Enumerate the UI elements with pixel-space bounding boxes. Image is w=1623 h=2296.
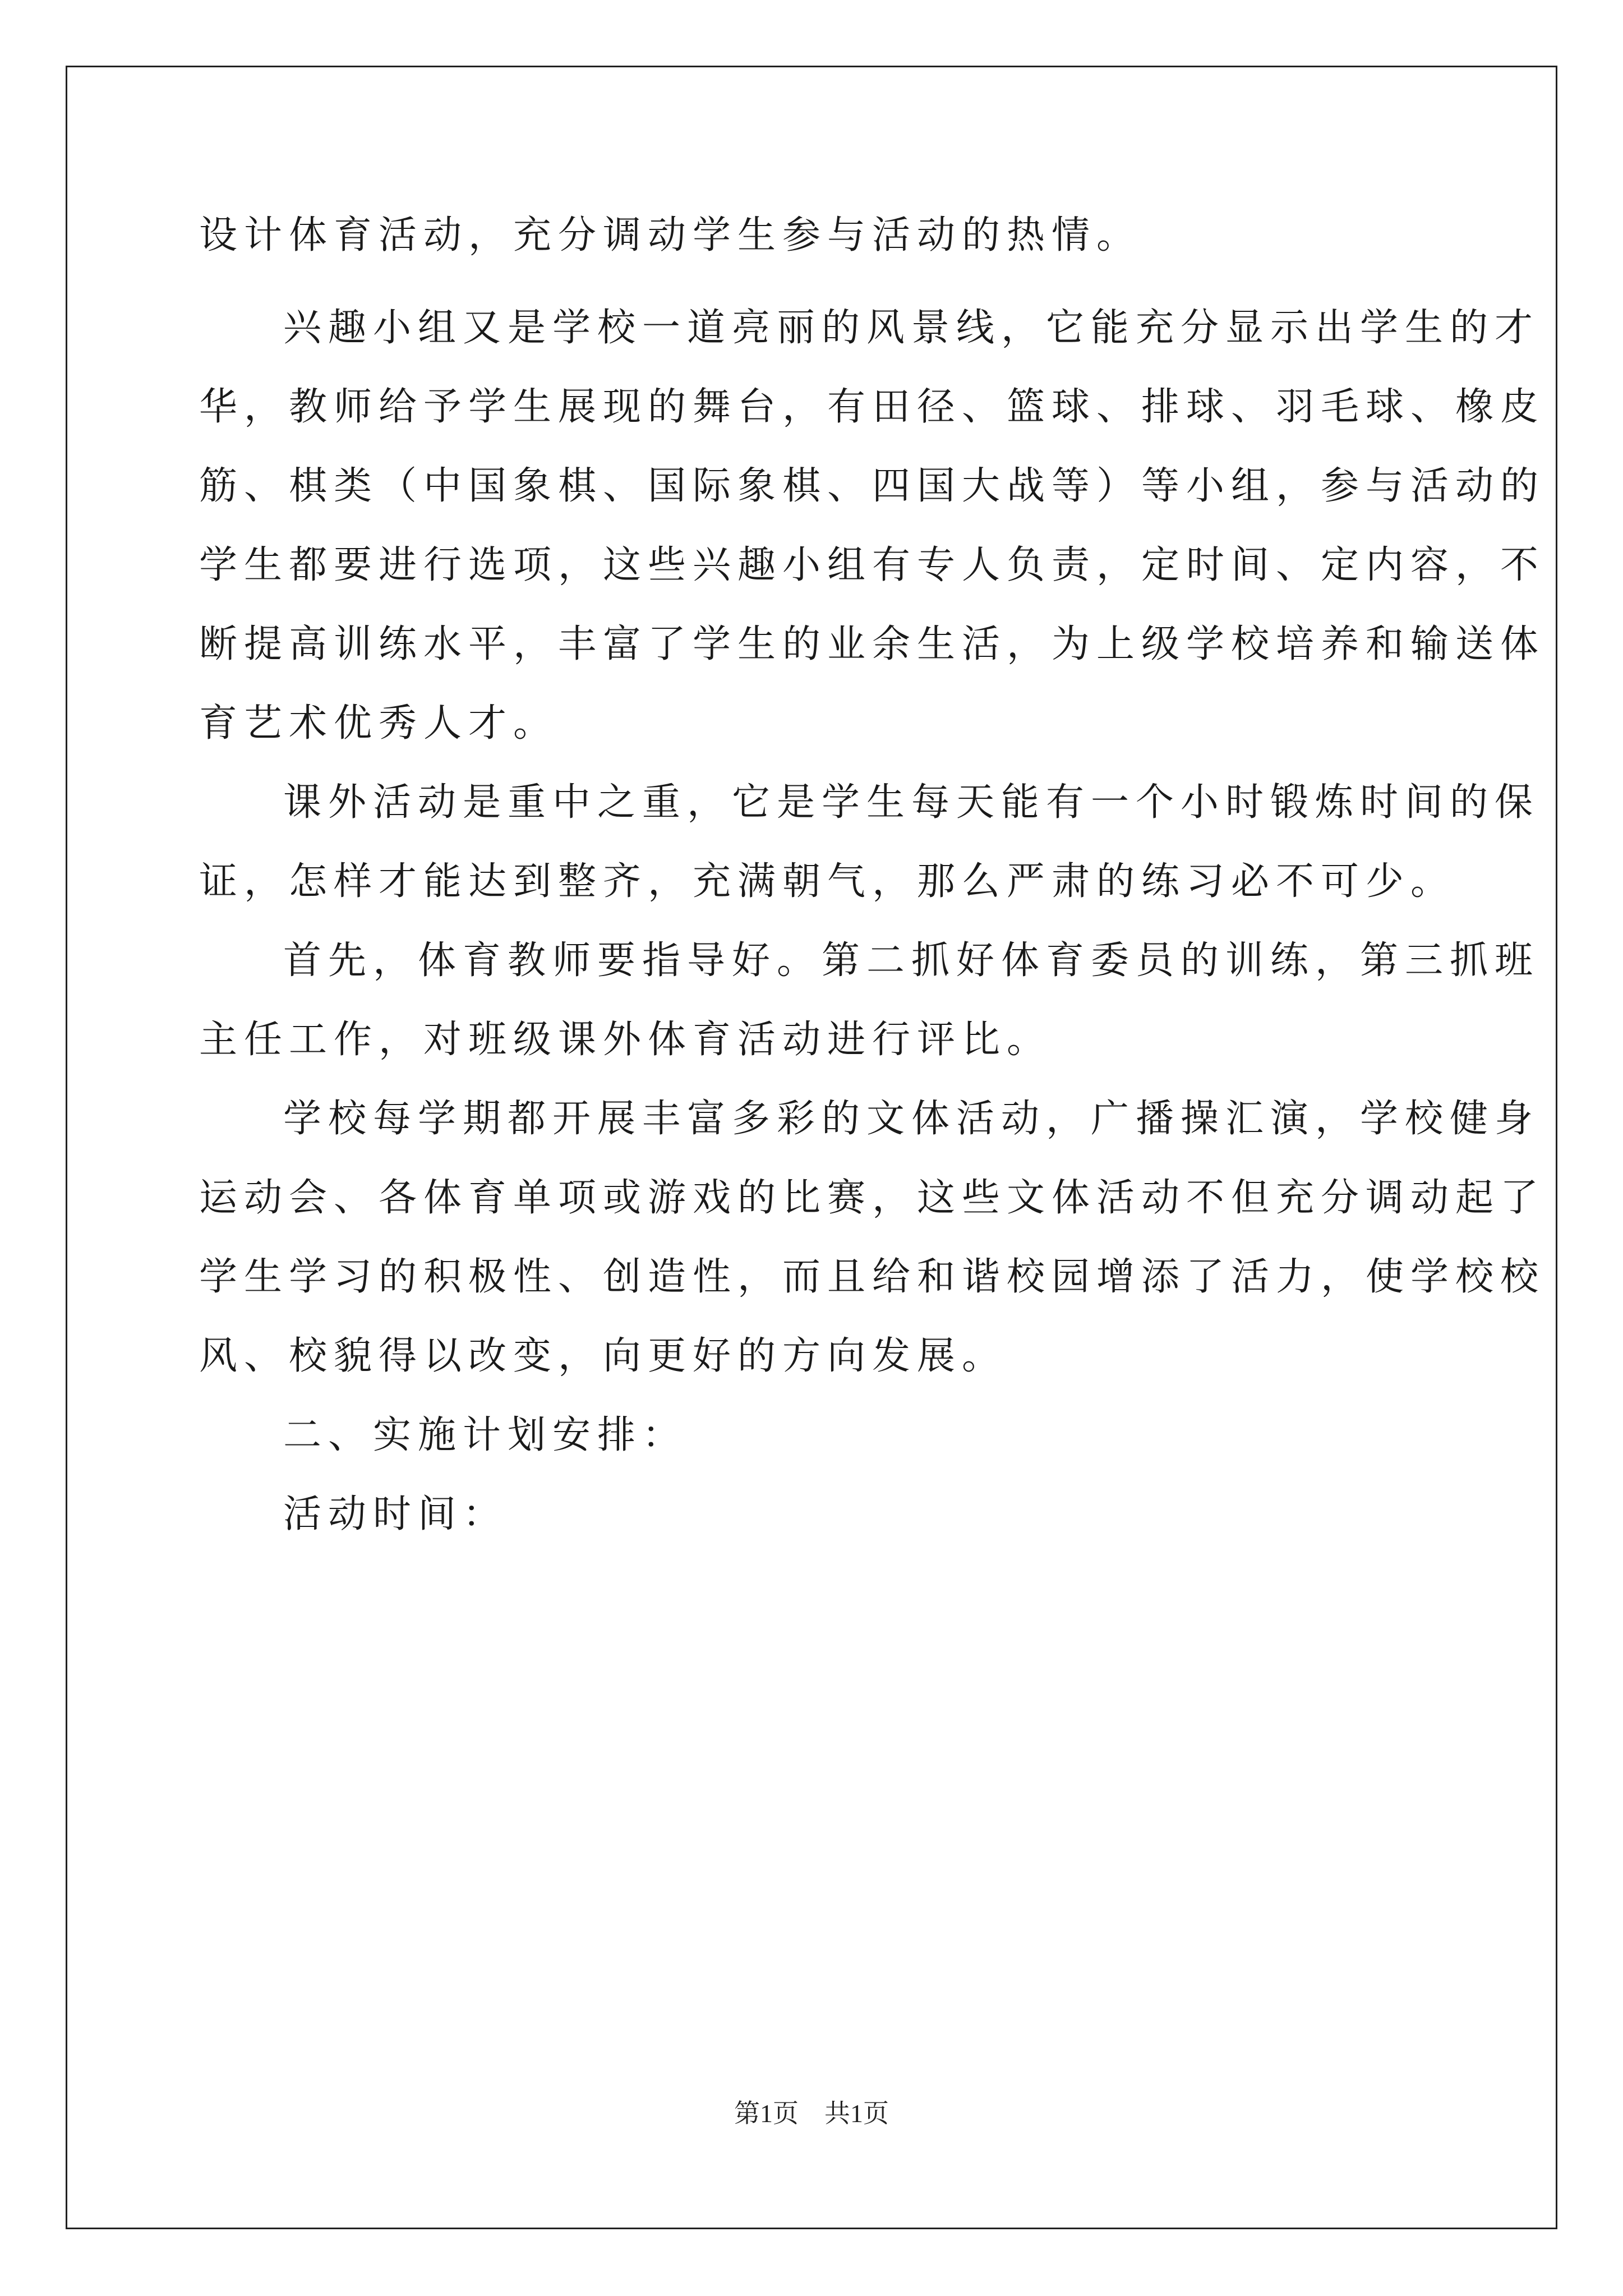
text-line: 育艺术优秀人才。 bbox=[199, 701, 559, 746]
page-footer: 第1页 共1页 bbox=[734, 2099, 889, 2128]
text-line: 运动会、各体育单项或游戏的比赛，这些文体活动不但充分调动起了 bbox=[199, 1176, 1546, 1220]
text-line: 设计体育活动，充分调动学生参与活动的热情。 bbox=[199, 213, 1142, 257]
text-line: 主任工作，对班级课外体育活动进行评比。 bbox=[199, 1018, 1052, 1062]
text-line: 学校每学期都开展丰富多彩的文体活动，广播操汇演，学校健身 bbox=[283, 1097, 1540, 1141]
text-line: 二、实施计划安排： bbox=[283, 1413, 688, 1457]
text-line: 华，教师给予学生展现的舞台，有田径、篮球、排球、羽毛球、橡皮 bbox=[199, 385, 1546, 429]
text-line: 断提高训练水平，丰富了学生的业余生活，为上级学校培养和输送体 bbox=[199, 622, 1546, 666]
text-line: 课外活动是重中之重，它是学生每天能有一个小时锻炼时间的保 bbox=[283, 780, 1540, 825]
text-line: 学生都要进行选项，这些兴趣小组有专人负责，定时间、定内容，不 bbox=[199, 543, 1546, 587]
text-line: 学生学习的积极性、创造性，而且给和谐校园增添了活力，使学校校 bbox=[199, 1255, 1546, 1299]
text-line: 筋、棋类（中国象棋、国际象棋、四国大战等）等小组，参与活动的 bbox=[199, 464, 1546, 508]
text-line: 证，怎样才能达到整齐，充满朝气，那么严肃的练习必不可少。 bbox=[199, 859, 1456, 904]
text-line: 首先，体育教师要指导好。第二抓好体育委员的训练，第三抓班 bbox=[283, 938, 1540, 983]
text-line: 活动时间： bbox=[283, 1492, 508, 1536]
text-line: 风、校貌得以改变，向更好的方向发展。 bbox=[199, 1334, 1007, 1378]
text-line: 兴趣小组又是学校一道亮丽的风景线，它能充分显示出学生的才 bbox=[283, 306, 1540, 350]
